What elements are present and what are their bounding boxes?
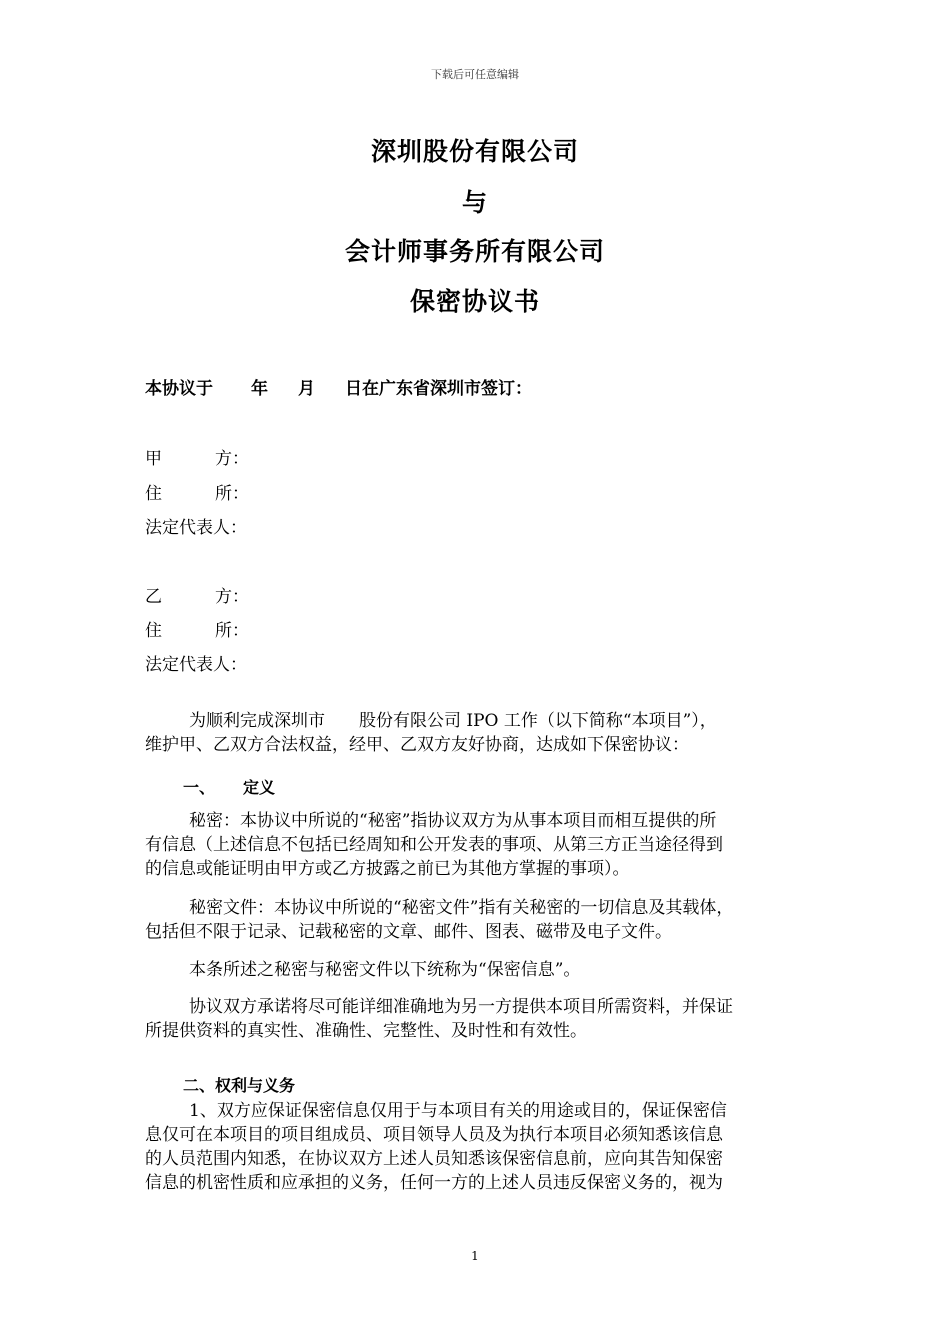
party-a-rep-row [145,513,247,538]
signing-prefix: 本协议于 [145,379,213,399]
paragraph-line: 息仅可在本项目的项目组成员、项目领导人员及为执行本项目必须知悉该信息 [145,1125,723,1145]
section-2-heading: 二、权利与义务 [183,1076,296,1095]
title-document-name: 保密协议书 [409,287,540,316]
paragraph-line: 秘密：本协议中所说的“秘密”指协议双方为从事本项目而相互提供的所 [189,811,717,831]
intro-paragraph [145,709,805,757]
obligation-paragraph [145,1099,805,1195]
definition-secret-file [145,896,805,944]
party-b-name-label: 乙 方： [145,587,249,607]
party-b-address-label: 住 所： [145,621,249,641]
header-note: 下载后可任意编辑 [431,68,519,81]
party-b-rep-label: 法定代表人： [145,655,247,675]
section-1-heading: 一、 定义 [183,778,276,797]
paragraph-line: 的人员范围内知悉，在协议双方上述人员知悉该保密信息前，应向其告知保密 [145,1149,723,1169]
signing-statement [145,374,532,399]
signing-month: 月 [298,379,315,399]
paragraph-line: 本条所述之秘密与秘密文件以下统称为“保密信息”。 [189,960,581,980]
signing-suffix: 日在广东省深圳市签订： [345,379,532,399]
signing-year: 年 [251,379,268,399]
paragraph-line: 的信息或能证明由甲方或乙方披露之前已为其他方掌握的事项）。 [145,859,630,879]
party-b-rep-row [145,650,247,675]
party-a-address-row [145,479,249,504]
party-b-address-row [145,616,249,641]
paragraph-line: 协议双方承诺将尽可能详细准确地为另一方提供本项目所需资料，并保证 [189,997,733,1017]
party-b-name-row [145,582,249,607]
party-a-address-label: 住 所： [145,484,249,504]
paragraph-line: 信息的机密性质和应承担的义务，任何一方的上述人员违反保密义务的，视为 [145,1173,723,1193]
page-number: 1 [471,1249,479,1263]
party-a-name-label: 甲 方： [145,449,249,469]
paragraph-line: 1、双方应保证保密信息仅用于与本项目有关的用途或目的，保证保密信 [189,1101,727,1121]
title-company-b: 会计师事务所有限公司 [344,237,605,266]
title-company-a: 深圳股份有限公司 [370,137,579,166]
title-conjunction: 与 [461,188,488,217]
paragraph-line: 秘密文件：本协议中所说的“秘密文件”指有关秘密的一切信息及其载体， [189,898,734,918]
intro-line: 为顺利完成深圳市 股份有限公司 IPO 工作（以下简称“本项目”）， [189,711,717,731]
definition-secret [145,809,805,881]
intro-line: 维护甲、乙双方合法权益，经甲、乙双方友好协商，达成如下保密协议： [145,735,689,755]
party-a-rep-label: 法定代表人： [145,518,247,538]
party-a-name-row [145,444,249,469]
paragraph-line: 所提供资料的真实性、准确性、完整性、及时性和有效性。 [145,1021,587,1041]
definition-confidential-info [145,958,805,982]
paragraph-line: 包括但不限于记录、记载秘密的文章、邮件、图表、磁带及电子文件。 [145,922,672,942]
commitment-paragraph [145,995,805,1043]
paragraph-line: 有信息（上述信息不包括已经周知和公开发表的事项、从第三方正当途径得到 [145,835,723,855]
